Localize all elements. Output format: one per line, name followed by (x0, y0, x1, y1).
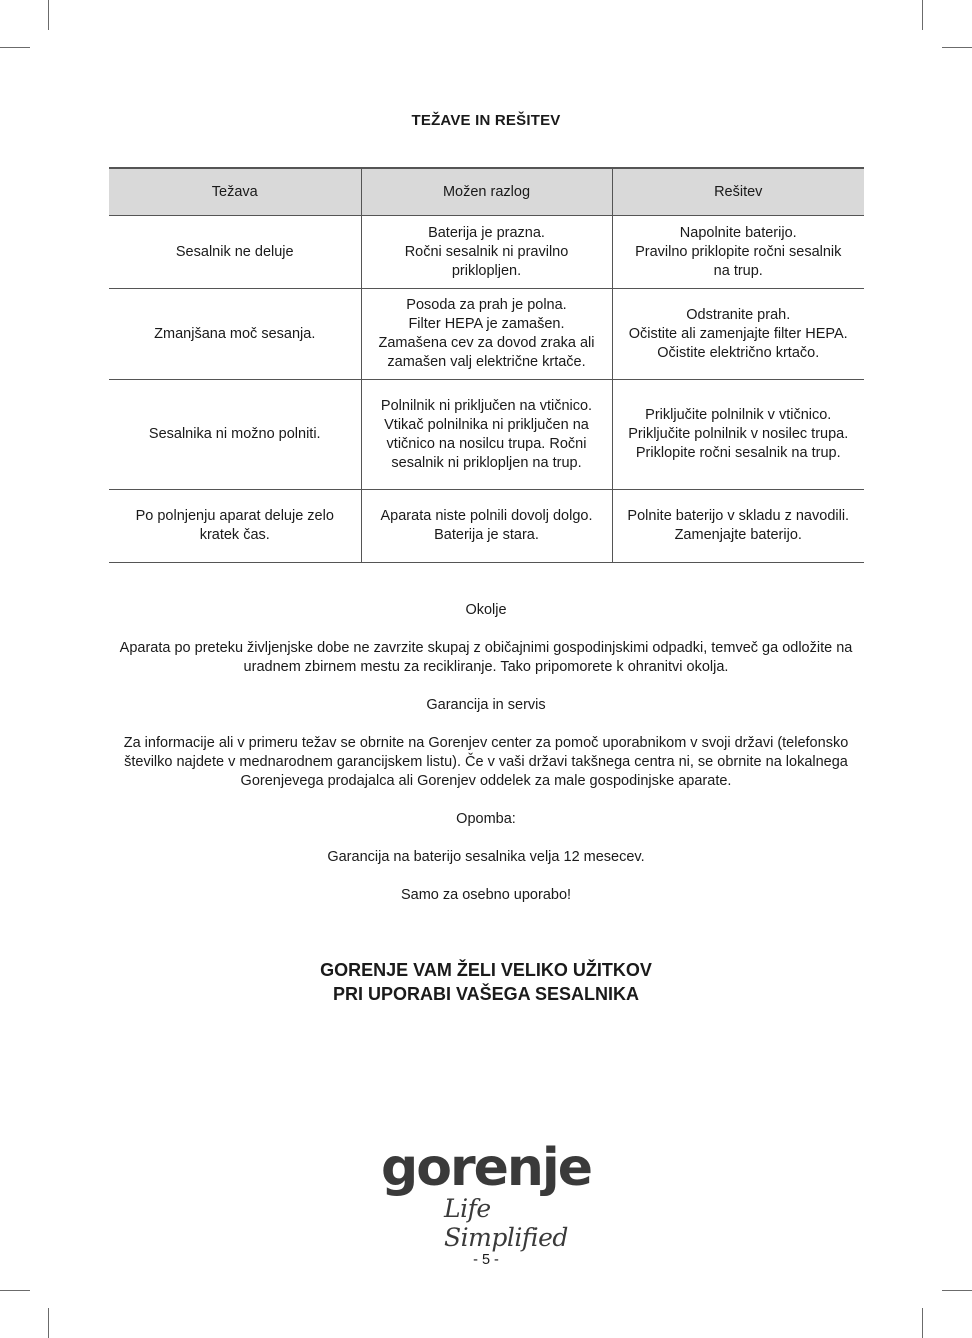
cell-line: Sesalnika ni možno polniti. (148, 426, 321, 442)
cell-line: Ročni sesalnik ni pravilno (404, 243, 569, 260)
environment-heading: Okolje (465, 602, 507, 618)
crop-mark (942, 47, 972, 48)
cell-line: Priklopite ročni sesalnik na trup. (635, 445, 841, 461)
cell-line: Priključite polnilnik v nosilec trupa. (628, 426, 849, 442)
crop-mark (48, 1308, 49, 1338)
crop-mark (922, 1308, 923, 1338)
table-header-row (109, 168, 864, 216)
table-row (109, 490, 864, 563)
personal-use-text: Samo za osebno uporabo! (400, 887, 572, 903)
page-number: - 5 - (473, 1252, 499, 1268)
table-row (109, 289, 864, 380)
cell-line: Zamenjajte baterijo. (674, 527, 802, 543)
cell-line: Baterija je stara. (434, 527, 539, 543)
cell-line: kratek čas. (199, 527, 270, 543)
environment-text: Aparata po preteku življenjske dobe ne zavrzite skupaj z običajnimi gospodinjskimi odpadki, temveč ga odložite na uradnem zbirnem mestu za recikliranje. Tako pripomorete k ohranitvi okolja. (119, 640, 853, 675)
warranty-text: Za informacije ali v primeru težav se obrnite na Gorenjev center za pomoč uporabnikom v svoji državi (telefonsko številko najdete v mednarodnem garancijskem listu). Če v vaši državi takšnega centra ni, se obrnite na lokalnega Gorenjevega prodajalca ali Gorenjev oddelek za male gospodinjske aparate. (123, 735, 849, 789)
cell-line: Očistite ali zamenjajte filter HEPA. (628, 325, 848, 342)
troubleshooting-table (109, 167, 864, 563)
body-text (110, 601, 862, 924)
cell-solution (612, 216, 864, 289)
column-header-solution: Rešitev (612, 168, 864, 216)
cell-cause (361, 490, 612, 563)
cell-line: sesalnik ni priklopljen na trup. (391, 454, 582, 471)
cell-problem (109, 380, 361, 490)
cell-line: Baterija je prazna. (428, 224, 545, 241)
warranty-heading: Garancija in servis (426, 697, 546, 713)
cell-problem (109, 216, 361, 289)
logo-tagline: Life Simplified (444, 1194, 568, 1252)
cell-line: Posoda za prah je polna. (406, 297, 567, 313)
note-heading: Opomba: (456, 811, 516, 827)
cell-line: Polnilnik ni priključen na vtičnico. (380, 397, 593, 414)
cell-line: Po polnjenju aparat deluje zelo (135, 508, 334, 524)
cell-problem (109, 289, 361, 380)
cell-cause (361, 216, 612, 289)
cell-line: na trup. (713, 262, 763, 279)
crop-mark (48, 0, 49, 30)
closing-line: PRI UPORABI VAŠEGA SESALNIKA (332, 984, 640, 1004)
column-header-problem: Težava (109, 168, 361, 216)
cell-line: Priključite polnilnik v vtičnico. (645, 407, 832, 423)
page-title: TEŽAVE IN REŠITEV (411, 112, 561, 129)
crop-mark (942, 1290, 972, 1291)
crop-mark (0, 1290, 30, 1291)
cell-line: Očistite električno krtačo. (657, 344, 820, 361)
cell-line: Polnite baterijo v skladu z navodili. (627, 508, 850, 524)
cell-line: Napolnite baterijo. (679, 224, 797, 241)
table-row (109, 380, 864, 490)
cell-line: Vtikač polnilnika ni priključen na (384, 416, 589, 433)
cell-solution (612, 380, 864, 490)
cell-line: Odstranite prah. (686, 306, 791, 323)
cell-line: zamašen valj električne krtače. (387, 354, 586, 370)
cell-problem (109, 490, 361, 563)
logo-wordmark: gorenje (381, 1138, 591, 1198)
cell-line: Zmanjšana moč sesanja. (154, 325, 316, 342)
closing-message (0, 958, 972, 1006)
gorenje-logo (381, 1138, 601, 1252)
cell-solution (612, 490, 864, 563)
closing-line: GORENJE VAM ŽELI VELIKO UŽITKOV (320, 960, 652, 980)
cell-line: Sesalnik ne deluje (175, 243, 294, 260)
crop-mark (922, 0, 923, 30)
column-header-cause: Možen razlog (361, 168, 612, 216)
cell-line: vtičnico na nosilcu trupa. Ročni (386, 435, 587, 452)
cell-line: Aparata niste polnili dovolj dolgo. (380, 508, 593, 524)
cell-line: Zamašena cev za dovod zraka ali (378, 335, 595, 351)
cell-cause (361, 380, 612, 490)
battery-warranty-text: Garancija na baterijo sesalnika velja 12 mesecev. (327, 849, 645, 865)
cell-cause (361, 289, 612, 380)
crop-mark (0, 47, 30, 48)
cell-solution (612, 289, 864, 380)
cell-line: priklopljen. (451, 262, 522, 279)
table-row (109, 216, 864, 289)
cell-line: Pravilno priklopite ročni sesalnik (635, 243, 842, 260)
cell-line: Filter HEPA je zamašen. (408, 316, 565, 332)
